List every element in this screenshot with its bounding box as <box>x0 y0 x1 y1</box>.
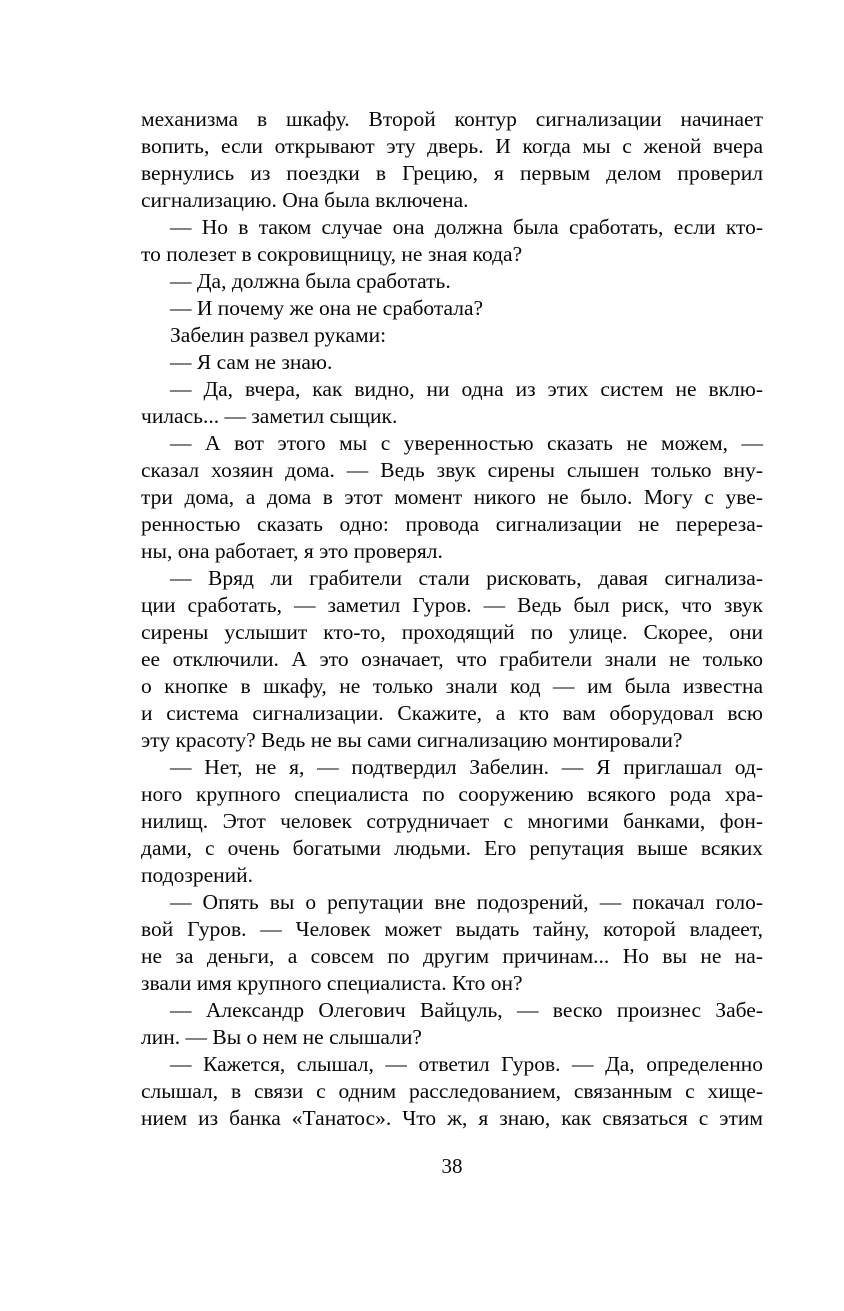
text-line: — И почему же она не сработала? <box>170 296 484 320</box>
paragraph <box>141 889 763 997</box>
text-line: — Опять вы о репутации вне подозрений, — покачал голо- <box>170 890 763 914</box>
paragraph <box>141 268 763 295</box>
text-line: вой Гуров. — Человек может выдать тайну, которой владеет, <box>141 917 763 941</box>
paragraph <box>141 565 763 754</box>
text-line: подозрений. <box>141 863 254 887</box>
text-line: — Да, должна была сработать. <box>170 269 451 293</box>
text-line: ны, она работает, я это проверял. <box>141 539 443 563</box>
text-line: ренностью сказать одно: провода сигнализации не перереза- <box>141 512 763 536</box>
paragraph <box>141 1051 763 1132</box>
text-line: лин. — Вы о нем не слышали? <box>141 1025 422 1049</box>
text-line: сирены услышит кто-то, проходящий по улице. Скорее, они <box>141 620 763 644</box>
text-line: сигнализацию. Она была включена. <box>141 188 469 212</box>
text-line: звали имя крупного специалиста. Кто он? <box>141 971 523 995</box>
page-number: 38 <box>441 1154 463 1178</box>
text-line: механизма в шкафу. Второй контур сигнализации начинает <box>141 107 763 131</box>
paragraph <box>141 349 763 376</box>
page-text <box>141 106 763 1132</box>
text-line: эту красоту? Ведь не вы сами сигнализацию монтировали? <box>141 728 683 752</box>
text-line: — А вот этого мы с уверенностью сказать не можем, — <box>170 431 763 455</box>
text-line: дами, с очень богатыми людьми. Его репутация выше всяких <box>141 836 763 860</box>
text-line: ции сработать, — заметил Гуров. — Ведь был риск, что звук <box>141 593 763 617</box>
text-line: и система сигнализации. Скажите, а кто вам оборудовал всю <box>141 701 763 725</box>
text-line: сказал хозяин дома. — Ведь звук сирены слышен только вну- <box>141 458 763 482</box>
text-line: то полезет в сокровищницу, не зная кода? <box>141 242 523 266</box>
text-line: — Вряд ли грабители стали рисковать, давая сигнализа- <box>170 566 763 590</box>
text-line: — Кажется, слышал, — ответил Гуров. — Да, определенно <box>170 1052 763 1076</box>
text-line: — Нет, не я, — подтвердил Забелин. — Я приглашал од- <box>170 755 763 779</box>
text-line: Забелин развел руками: <box>170 323 387 347</box>
text-line: три дома, а дома в этот момент никого не было. Могу с уве- <box>141 485 763 509</box>
text-line: о кнопке в шкафу, не только знали код — им была известна <box>141 674 763 698</box>
text-line: — Александр Олегович Вайцуль, — веско произнес Забе- <box>170 998 763 1022</box>
paragraph <box>141 997 763 1051</box>
text-line: — Но в таком случае она должна была сработать, если кто- <box>170 215 763 239</box>
text-line: слышал, в связи с одним расследованием, связанным с хище- <box>141 1079 763 1103</box>
text-line: вернулись из поездки в Грецию, я первым делом проверил <box>141 161 763 185</box>
paragraph <box>141 754 763 889</box>
text-line: нием из банка «Танатос». Что ж, я знаю, как связаться с этим <box>141 1106 763 1130</box>
text-line: — Да, вчера, как видно, ни одна из этих систем не вклю- <box>170 377 763 401</box>
text-line: ного крупного специалиста по сооружению всякого рода хра- <box>141 782 763 806</box>
text-line: нилищ. Этот человек сотрудничает с многими банками, фон- <box>141 809 763 833</box>
text-line: — Я сам не знаю. <box>170 350 333 374</box>
paragraph <box>141 106 763 214</box>
text-line: не за деньги, а совсем по другим причинам... Но вы не на- <box>141 944 763 968</box>
text-line: ее отключили. А это означает, что грабители знали не только <box>141 647 763 671</box>
text-line: вопить, если открывают эту дверь. И когда мы с женой вчера <box>141 134 763 158</box>
text-line: чилась... — заметил сыщик. <box>141 404 398 428</box>
paragraph <box>141 322 763 349</box>
paragraph <box>141 295 763 322</box>
paragraph <box>141 376 763 430</box>
paragraph <box>141 214 763 268</box>
paragraph <box>141 430 763 565</box>
